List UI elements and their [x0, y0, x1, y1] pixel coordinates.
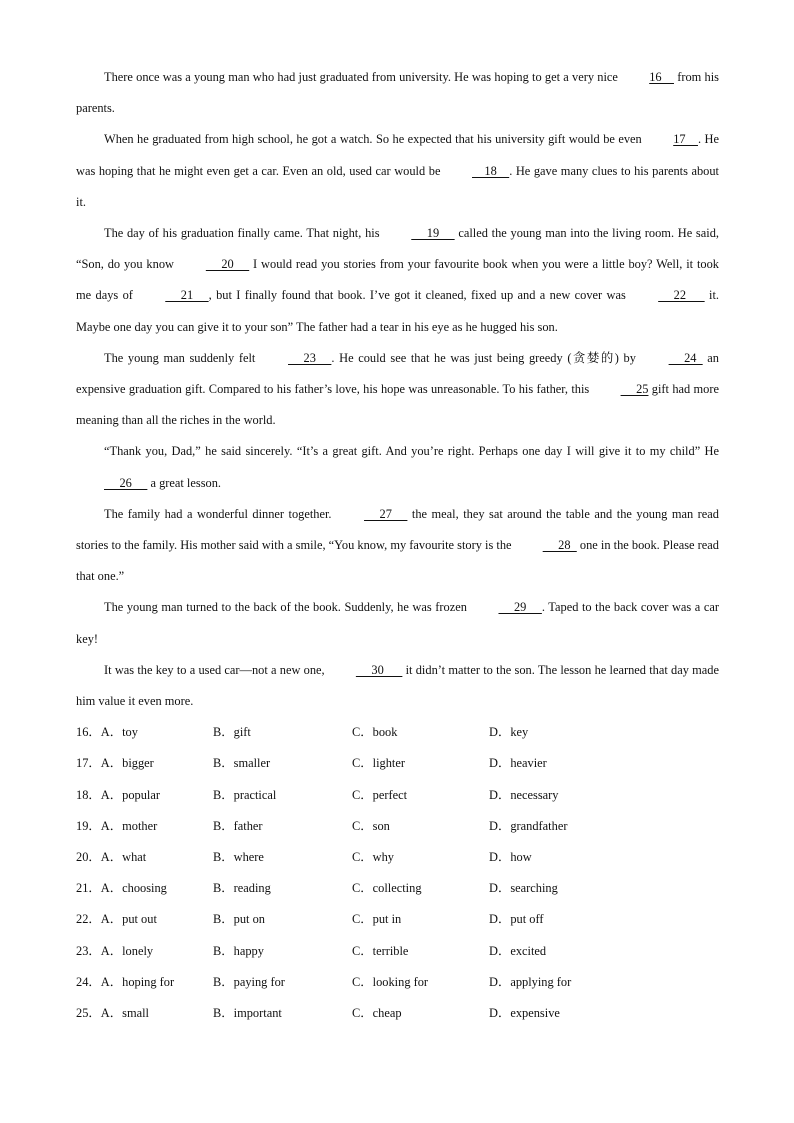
- paragraph-7: [76, 592, 719, 654]
- option-d[interactable]: D．key: [489, 725, 529, 740]
- blank-26[interactable]: 26: [104, 475, 148, 490]
- blank-20[interactable]: 20: [205, 257, 250, 272]
- text: The young man suddenly felt: [104, 350, 261, 365]
- question-row-18: [76, 780, 719, 811]
- question-row-20: [76, 842, 719, 873]
- text: . Taped to the back cover was a car key!: [76, 600, 719, 646]
- option-c[interactable]: C．lighter: [352, 756, 405, 771]
- paragraph-8: [76, 655, 719, 717]
- option-d[interactable]: D．necessary: [489, 787, 559, 802]
- paragraph-1: [76, 62, 719, 124]
- text: The day of his graduation finally came. That night, his: [104, 226, 384, 241]
- option-a[interactable]: 24．A．hoping for: [76, 974, 175, 989]
- option-b[interactable]: B．smaller: [213, 756, 271, 771]
- options-list: [76, 717, 719, 1029]
- paragraph-2: [76, 124, 719, 218]
- option-c[interactable]: C．put in: [352, 912, 402, 927]
- text: it didn’t matter to the son. The lesson he learned that day made him value it even more.: [76, 662, 719, 709]
- text: The family had a wonderful dinner together.: [104, 506, 337, 521]
- option-d[interactable]: D．how: [489, 850, 532, 865]
- blank-19[interactable]: 19: [411, 226, 455, 241]
- blank-30[interactable]: 30: [355, 662, 403, 677]
- blank-17[interactable]: 17: [673, 132, 698, 147]
- option-c[interactable]: C．son: [352, 818, 390, 833]
- option-c[interactable]: C．why: [352, 850, 394, 865]
- text: . He could see that he was just being greedy (贪婪的) by: [331, 350, 641, 365]
- question-row-16: [76, 717, 719, 748]
- text: The young man turned to the back of the book. Suddenly, he was frozen: [104, 600, 471, 615]
- blank-24[interactable]: 24: [668, 350, 703, 365]
- blank-22[interactable]: 22: [658, 288, 705, 303]
- option-b[interactable]: B．reading: [213, 881, 271, 896]
- blank-28[interactable]: 28: [542, 538, 577, 553]
- option-b[interactable]: B．father: [213, 818, 263, 833]
- blank-18[interactable]: 18: [472, 163, 510, 178]
- paragraph-3: [76, 218, 719, 343]
- blank-27[interactable]: 27: [364, 506, 408, 521]
- option-c[interactable]: C．cheap: [352, 1005, 402, 1020]
- question-row-21: [76, 873, 719, 904]
- text: There once was a young man who had just graduated from university. He was hoping to get a very nice: [104, 70, 622, 84]
- option-a[interactable]: 25．A．small: [76, 1005, 149, 1020]
- option-a[interactable]: 18．A．popular: [76, 787, 160, 802]
- question-row-22: [76, 904, 719, 935]
- option-a[interactable]: 23．A．lonely: [76, 943, 154, 958]
- text: . He was hoping that he might even get a car. Even an old, used car would be: [76, 132, 719, 178]
- blank-29[interactable]: 29: [498, 600, 542, 615]
- paragraph-6: [76, 499, 719, 593]
- option-d[interactable]: D．expensive: [489, 1005, 560, 1020]
- option-c[interactable]: C．book: [352, 725, 398, 740]
- question-row-24: [76, 967, 719, 998]
- option-b[interactable]: B．put on: [213, 912, 265, 927]
- text: called the young man into the living room. He said, “Son, do you know: [76, 226, 719, 272]
- paragraph-5: [76, 436, 719, 498]
- question-row-23: [76, 936, 719, 967]
- option-b[interactable]: B．practical: [213, 787, 277, 802]
- text: a great lesson.: [147, 475, 222, 490]
- option-b[interactable]: B．important: [213, 1005, 282, 1020]
- option-a[interactable]: 16．A．toy: [76, 725, 138, 740]
- text: gift had more meaning than all the riches in the world.: [76, 382, 719, 428]
- text: When he graduated from high school, he got a watch. So he expected that his university gift would be even: [104, 132, 646, 147]
- option-c[interactable]: C．collecting: [352, 881, 422, 896]
- option-d[interactable]: D．grandfather: [489, 818, 568, 833]
- option-b[interactable]: B．happy: [213, 943, 264, 958]
- text: the meal, they sat around the table and the young man read stories to the family. His mother said with a smile, “You know, my favourite story is the: [76, 506, 719, 553]
- text: it. Maybe one day you can give it to your son” The father had a tear in his eye as he hugged his son.: [76, 288, 719, 334]
- blank-16[interactable]: 16: [649, 70, 674, 84]
- option-c[interactable]: C．perfect: [352, 787, 408, 802]
- text: It was the key to a used car—not a new one,: [104, 662, 328, 677]
- blank-23[interactable]: 23: [288, 350, 332, 365]
- option-a[interactable]: 19．A．mother: [76, 818, 158, 833]
- option-b[interactable]: B．gift: [213, 725, 251, 740]
- question-row-25: [76, 998, 719, 1029]
- option-a[interactable]: 20．A．what: [76, 850, 147, 865]
- document-page: [76, 62, 719, 1029]
- blank-25[interactable]: 25: [620, 382, 649, 397]
- option-d[interactable]: D．applying for: [489, 974, 572, 989]
- question-row-19: [76, 811, 719, 842]
- option-d[interactable]: D．searching: [489, 881, 558, 896]
- option-a[interactable]: 22．A．put out: [76, 912, 157, 927]
- option-a[interactable]: 17．A．bigger: [76, 756, 154, 771]
- text: from his parents.: [76, 70, 719, 116]
- text: an expensive graduation gift. Compared to his father’s love, his hope was unreasonable. To his father, this: [76, 350, 720, 397]
- option-d[interactable]: D．excited: [489, 943, 547, 958]
- option-c[interactable]: C．looking for: [352, 974, 429, 989]
- option-b[interactable]: B．paying for: [213, 974, 285, 989]
- option-c[interactable]: C．terrible: [352, 943, 409, 958]
- question-row-17: [76, 748, 719, 779]
- text: “Thank you, Dad,” he said sincerely. “It’s a great gift. And you’re right. Perhaps one day I will give it to my child” He: [104, 444, 719, 459]
- paragraph-4: [76, 343, 719, 437]
- option-a[interactable]: 21．A．choosing: [76, 881, 167, 896]
- option-b[interactable]: B．where: [213, 850, 264, 865]
- option-d[interactable]: D．put off: [489, 912, 544, 927]
- text: , but I finally found that book. I’ve got it cleaned, fixed up and a new cover was: [208, 288, 631, 303]
- option-d[interactable]: D．heavier: [489, 756, 547, 771]
- text: . He gave many clues to his parents about it.: [76, 163, 719, 209]
- blank-21[interactable]: 21: [165, 288, 209, 303]
- text: I would read you stories from your favourite book when you were a little boy? Well, it took me days of: [76, 257, 719, 303]
- text: one in the book. Please read that one.”: [76, 538, 719, 584]
